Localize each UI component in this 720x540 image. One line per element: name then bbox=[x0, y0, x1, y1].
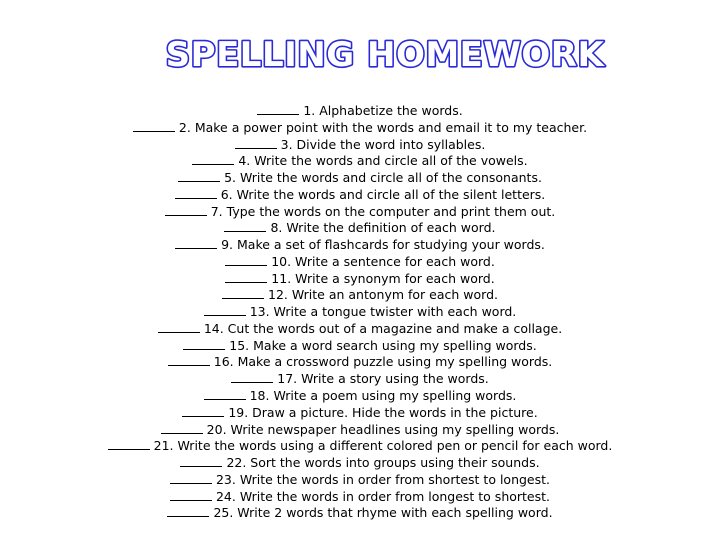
list-item bbox=[0, 170, 720, 187]
answer-blank bbox=[257, 104, 299, 115]
answer-blank bbox=[231, 372, 273, 383]
item-text: 12. Write an antonym for each word. bbox=[268, 287, 498, 303]
item-text: 5. Write the words and circle all of the consonants. bbox=[224, 170, 542, 186]
item-text: 9. Make a set of flashcards for studying your words. bbox=[221, 237, 545, 253]
item-text: 25. Write 2 words that rhyme with each spelling word. bbox=[213, 505, 553, 521]
answer-blank bbox=[182, 406, 224, 417]
item-text: 6. Write the words and circle all of the silent letters. bbox=[220, 186, 546, 202]
answer-blank bbox=[183, 339, 225, 350]
answer-blank bbox=[222, 288, 264, 299]
list-item bbox=[0, 103, 720, 120]
item-text: 17. Write a story using the words. bbox=[277, 371, 489, 387]
answer-blank bbox=[175, 188, 217, 199]
answer-blank bbox=[170, 490, 212, 501]
item-text: 8. Write the definition of each word. bbox=[270, 220, 496, 236]
list-item bbox=[0, 472, 720, 489]
answer-blank bbox=[108, 439, 150, 450]
item-text: 3. Divide the word into syllables. bbox=[280, 136, 486, 152]
answer-blank bbox=[175, 238, 217, 249]
list-item bbox=[0, 287, 720, 304]
item-text: 22. Sort the words into groups using their sounds. bbox=[226, 455, 540, 471]
answer-blank bbox=[170, 473, 212, 484]
item-text: 16. Make a crossword puzzle using my spelling words. bbox=[213, 354, 553, 370]
list-item bbox=[0, 137, 720, 154]
item-text: 13. Write a tongue twister with each word. bbox=[249, 304, 517, 320]
answer-blank bbox=[204, 305, 246, 316]
answer-blank bbox=[192, 154, 234, 165]
item-text: 24. Write the words in order from longest to shortest. bbox=[215, 488, 551, 504]
list-item bbox=[0, 371, 720, 388]
list-item bbox=[0, 153, 720, 170]
list-item bbox=[0, 422, 720, 439]
answer-blank bbox=[235, 138, 277, 149]
answer-blank bbox=[225, 272, 267, 283]
list-item bbox=[0, 321, 720, 338]
item-text: 23. Write the words in order from shortest to longest. bbox=[215, 471, 551, 487]
item-text: 20. Write newspaper headlines using my spelling words. bbox=[206, 421, 560, 437]
item-text: 15. Make a word search using my spelling words. bbox=[229, 337, 537, 353]
title-text: SPELLING HOMEWORK bbox=[165, 35, 605, 75]
title-wordart bbox=[165, 28, 605, 78]
list-item bbox=[0, 354, 720, 371]
answer-blank bbox=[224, 221, 266, 232]
answer-blank bbox=[204, 389, 246, 400]
list-item bbox=[0, 254, 720, 271]
list-item bbox=[0, 505, 720, 522]
item-text: 19. Draw a picture. Hide the words in the picture. bbox=[228, 404, 538, 420]
list-item bbox=[0, 187, 720, 204]
answer-blank bbox=[168, 355, 210, 366]
item-text: 14. Cut the words out of a magazine and make a collage. bbox=[203, 320, 563, 336]
list-item bbox=[0, 338, 720, 355]
page-title bbox=[165, 28, 605, 78]
answer-blank bbox=[180, 456, 222, 467]
answer-blank bbox=[178, 171, 220, 182]
list-item bbox=[0, 120, 720, 137]
item-text: 21. Write the words using a different colored pen or pencil for each word. bbox=[153, 438, 613, 454]
list-item bbox=[0, 438, 720, 455]
item-text: 10. Write a sentence for each word. bbox=[271, 253, 495, 269]
answer-blank bbox=[133, 121, 175, 132]
list-item bbox=[0, 304, 720, 321]
answer-blank bbox=[158, 322, 200, 333]
item-text: 11. Write a synonym for each word. bbox=[271, 270, 495, 286]
list-item bbox=[0, 405, 720, 422]
answer-blank bbox=[165, 205, 207, 216]
item-text: 18. Write a poem using my spelling words. bbox=[249, 388, 517, 404]
list-item bbox=[0, 220, 720, 237]
homework-list bbox=[0, 103, 720, 522]
list-item bbox=[0, 237, 720, 254]
answer-blank bbox=[167, 506, 209, 517]
item-text: 2. Make a power point with the words and email it to my teacher. bbox=[178, 119, 588, 135]
item-text: 1. Alphabetize the words. bbox=[303, 103, 463, 118]
list-item bbox=[0, 388, 720, 405]
list-item bbox=[0, 271, 720, 288]
answer-blank bbox=[225, 255, 267, 266]
answer-blank bbox=[161, 423, 203, 434]
item-text: 7. Type the words on the computer and print them out. bbox=[210, 203, 556, 219]
list-item bbox=[0, 489, 720, 506]
item-text: 4. Write the words and circle all of the vowels. bbox=[238, 153, 528, 169]
list-item bbox=[0, 204, 720, 221]
list-item bbox=[0, 455, 720, 472]
